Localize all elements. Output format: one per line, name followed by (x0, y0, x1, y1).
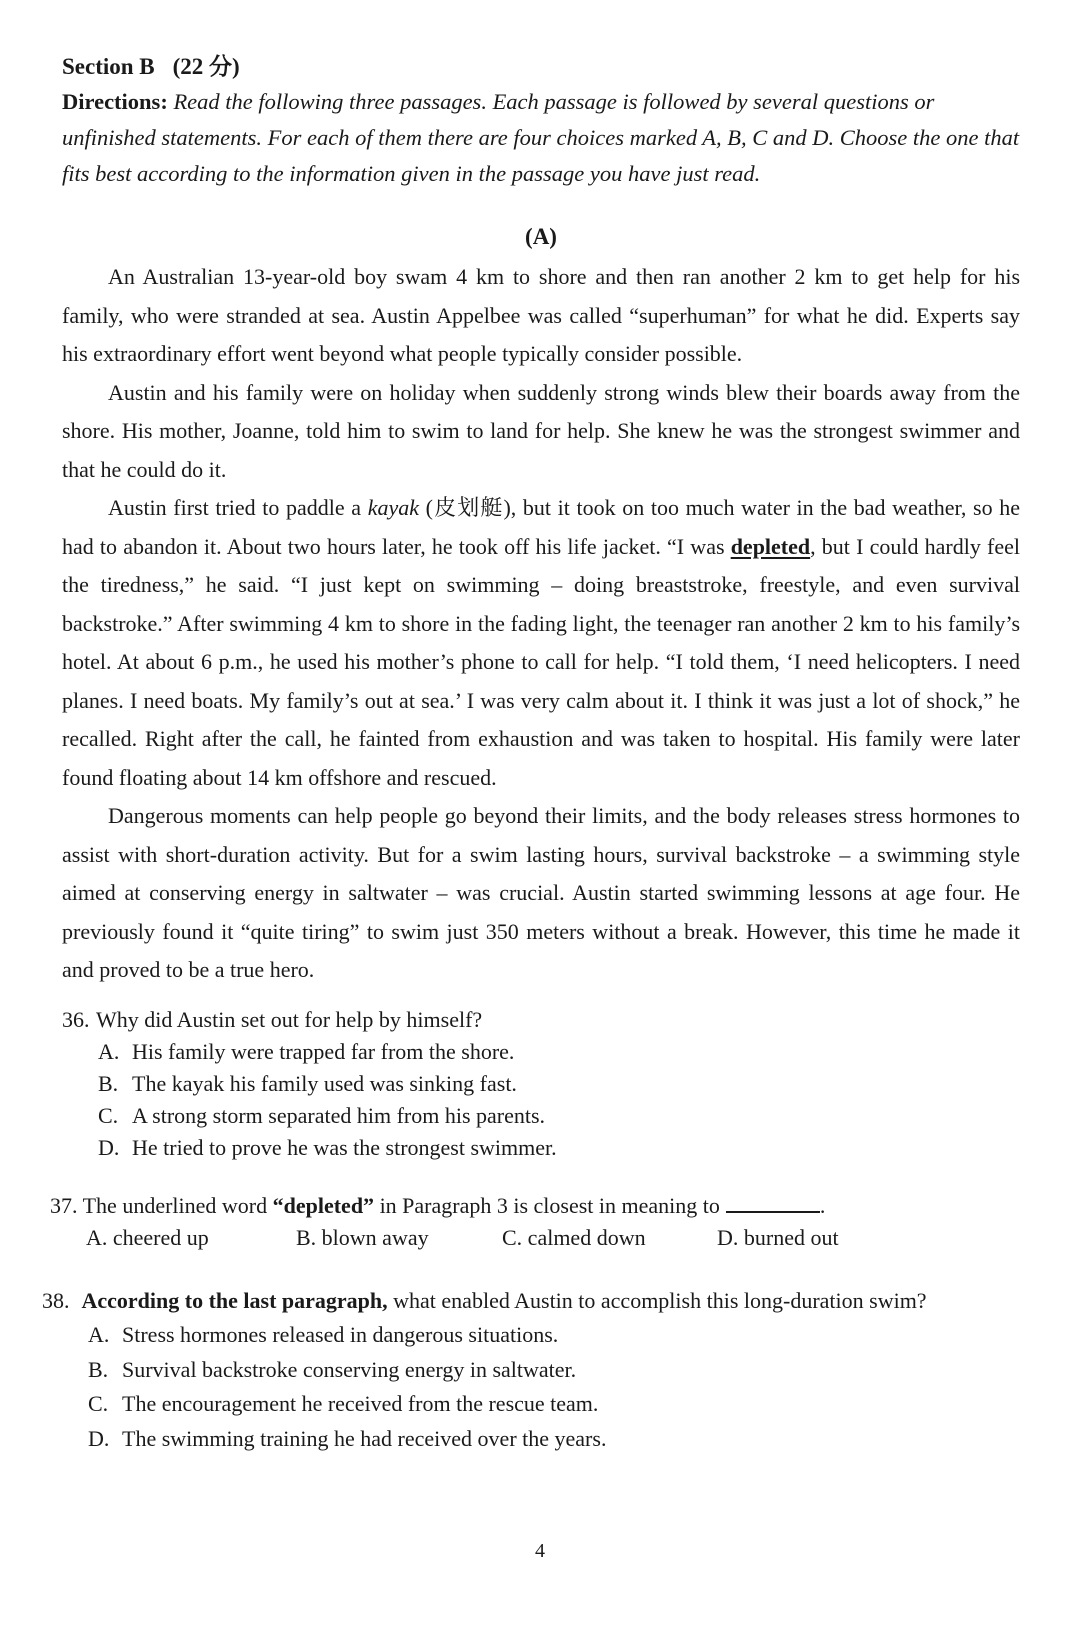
question-37-options (50, 1222, 1020, 1254)
question-38 (42, 1284, 1020, 1457)
question-38-option-c[interactable] (88, 1387, 1020, 1422)
passage-paragraph-4: Dangerous moments can help people go beyond their limits, and the body releases stress hormones to assist with short-duration activity. But for a swim lasting hours, survival backstroke – a swimming style aimed at conserving energy in saltwater – was crucial. Austin started swimming lessons at age four. He previously found it “quite tiring” to swim just 350 meters without a break. However, this time he made it and proved to be a true hero. (62, 803, 1020, 982)
question-38-option-a[interactable] (88, 1318, 1020, 1353)
passage-paragraph-1: An Australian 13-year-old boy swam 4 km to shore and then ran another 2 km to get help for his family, who were stranded at sea. Austin Appelbee was called “superhuman” for what he did. Experts say his extraordinary effort went beyond what people typically consider possible. (62, 264, 1020, 366)
option-text: He tried to prove he was the strongest swimmer. (132, 1134, 557, 1160)
question-38-text: what enabled Austin to accomplish this long-duration swim? (387, 1287, 927, 1313)
option-text: The kayak his family used was sinking fast. (132, 1070, 517, 1096)
passage-paragraph-3 (62, 489, 1020, 797)
question-36-text: Why did Austin set out for help by himself? (96, 1006, 483, 1032)
question-36-options (62, 1036, 1020, 1164)
option-text: The encouragement he received from the rescue team. (122, 1391, 599, 1416)
question-38-number: 38. (42, 1287, 70, 1313)
question-37-option-b[interactable]: B. blown away (296, 1224, 429, 1250)
option-letter: A. (88, 1322, 110, 1347)
option-letter: B. (98, 1070, 119, 1096)
question-37 (50, 1190, 1020, 1254)
passage-title: (A) (525, 224, 557, 249)
question-36-option-b[interactable] (98, 1068, 1020, 1100)
p3-text-a: Austin first tried to paddle a (108, 495, 368, 520)
question-38-option-b[interactable] (88, 1353, 1020, 1388)
question-37-option-a[interactable]: A. cheered up (86, 1224, 209, 1250)
question-36-option-d[interactable] (98, 1132, 1020, 1164)
option-letter: D. (88, 1425, 110, 1451)
question-37-end: . (819, 1192, 826, 1218)
option-letter: C. (88, 1391, 109, 1416)
p3-text-b: (皮划艇), but it took on too much water in the bad weather, so he had to abandon it. About two hours later, he took off his life jacket. “I was (62, 495, 1020, 559)
p3-depleted-word: depleted (730, 533, 811, 559)
option-text: A strong storm separated him from his parents. (132, 1102, 546, 1128)
question-38-text-bold: According to the last paragraph, (81, 1287, 388, 1313)
directions-label: Directions: (62, 89, 168, 114)
option-text: The swimming training he had received over the years. (122, 1425, 607, 1451)
option-letter: B. (88, 1356, 109, 1382)
question-37-text-b: in Paragraph 3 is closest in meaning to (374, 1192, 720, 1218)
question-36-number: 36. (62, 1006, 90, 1032)
question-36-stem (62, 1004, 1020, 1036)
option-text: Stress hormones released in dangerous situations. (122, 1322, 559, 1347)
option-letter: A. (98, 1038, 120, 1064)
section-heading (62, 52, 1020, 82)
question-36-option-c[interactable] (98, 1100, 1020, 1132)
question-37-option-d[interactable]: D. burned out (717, 1224, 839, 1250)
question-37-option-c[interactable]: C. calmed down (502, 1224, 646, 1250)
question-38-options (42, 1318, 1020, 1456)
question-38-stem (42, 1284, 1020, 1319)
passage-paragraph-2: Austin and his family were on holiday when suddenly strong winds blew their boards away from the shore. His mother, Joanne, told him to swim to land for help. She knew he was the strongest swimmer and that he could do it. (62, 379, 1020, 482)
question-36-option-a[interactable] (98, 1036, 1020, 1068)
question-37-number: 37. (50, 1192, 78, 1218)
p3-text-c: , but I could hardly feel the tiredness,” he said. “I just kept on swimming – doing breaststroke, freestyle, and even survival backstroke.” After swimming 4 km to shore in the fading light, the teenager ran another 2 km to his family’s hotel. At about 6 p.m., he used his mother’s phone to call for help. “I told them, ‘I need helicopters. I need planes. I need boats. My family’s out at sea.’ I was very calm about it. I think it was just a lot of shock,” he recalled. Right after the call, he fainted from exhaustion and was taken to hospital. His family were later found floating about 14 km offshore and rescued. (62, 533, 1020, 790)
question-38-option-d[interactable] (88, 1422, 1020, 1457)
option-letter: D. (98, 1134, 120, 1160)
question-36 (62, 1004, 1020, 1164)
section-points: (22 分) (172, 54, 240, 79)
answer-blank[interactable] (726, 1191, 820, 1213)
directions-text: Read the following three passages. Each passage is followed by several questions or unfinished statements. For each of them there are four choices marked A, B, C and D. Choose the one that fits best according to the information given in the passage you have just read. (62, 89, 1020, 186)
question-37-word: “depleted” (272, 1192, 375, 1218)
option-text: His family were trapped far from the shore. (132, 1038, 515, 1064)
p3-kayak-word: kayak (367, 495, 419, 520)
section-title: Section B (62, 54, 155, 79)
question-37-stem (50, 1190, 1020, 1222)
option-letter: C. (98, 1102, 119, 1128)
option-text: Survival backstroke conserving energy in saltwater. (122, 1356, 577, 1382)
page-number: 4 (535, 1540, 545, 1562)
directions (62, 84, 1020, 192)
question-37-text-a: The underlined word (82, 1192, 273, 1218)
